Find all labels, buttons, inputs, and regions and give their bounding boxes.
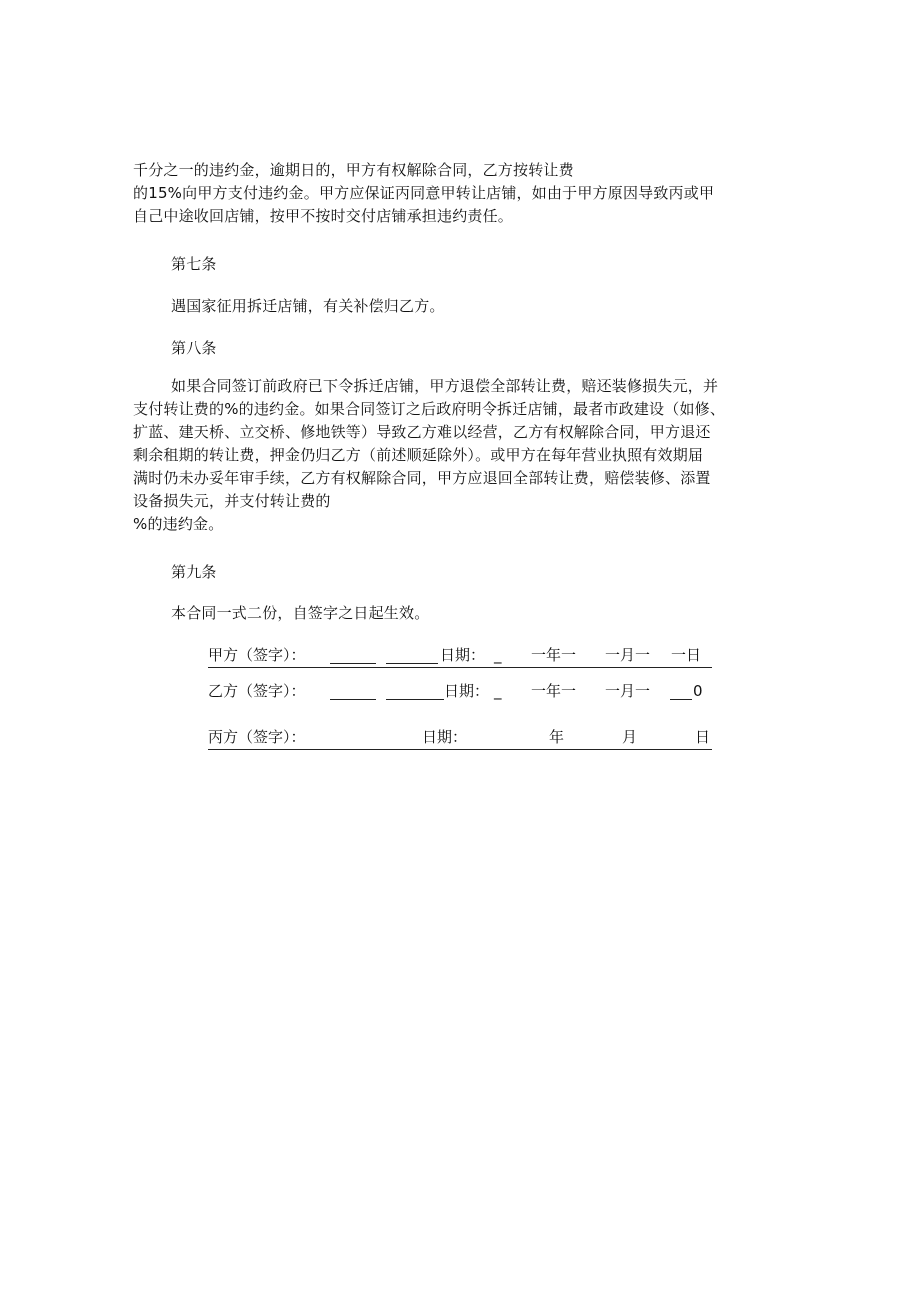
party-c-label: 丙方（签字）：: [208, 728, 306, 746]
signature-blank[interactable]: [386, 699, 444, 700]
paragraph-line: 扩蓝、建天桥、立交桥、修地铁等）导致乙方难以经营，乙方有权解除合同，甲方退还: [133, 423, 711, 441]
paragraph-line: 设备损失元，并支付转让费的: [133, 492, 331, 510]
article-7-heading: 第七条: [171, 255, 217, 273]
article-8-paragraph: [133, 375, 783, 536]
article-8-heading: 第八条: [171, 339, 217, 357]
paragraph-line: 千分之一的违约金，逾期日的，甲方有权解除合同，乙方按转让费: [133, 161, 574, 179]
signature-row-party-a: [208, 645, 712, 668]
party-b-label: 乙方（签字）：: [208, 682, 306, 700]
signature-row-party-b: [208, 681, 712, 703]
date-year: 一年一: [531, 682, 577, 700]
paragraph-line: 如果合同签订前政府已下令拆迁店铺，甲方退偿全部转让费，赔还装修损失元，并: [171, 377, 719, 395]
date-month: 月: [622, 728, 638, 746]
date-label: 日期：: [422, 728, 468, 746]
signature-blank[interactable]: [330, 699, 376, 700]
signature-blank[interactable]: [330, 663, 376, 664]
date-day: 日: [695, 728, 711, 746]
party-a-label: 甲方（签字）：: [208, 646, 306, 664]
article-9-heading: 第九条: [171, 563, 217, 581]
date-day: 0: [693, 682, 703, 700]
continuation-paragraph: [133, 159, 783, 228]
paragraph-line: 满时仍未办妥年审手续，乙方有权解除合同，甲方应退回全部转让费，赔偿装修、添置: [133, 469, 711, 487]
signature-row-party-c: [208, 727, 712, 750]
date-label: 日期：: [440, 646, 486, 664]
paragraph-line: 剩余租期的转让费，押金仍归乙方（前述顺延除外）。或甲方在每年营业执照有效期届: [133, 446, 704, 464]
date-prefix: _: [494, 646, 502, 664]
day-blank[interactable]: [670, 699, 692, 700]
date-year: 年: [549, 728, 565, 746]
paragraph-line: 支付转让费的%的违约金。如果合同签订之后政府明令拆迁店铺，最者市政建设（如修、: [133, 400, 726, 418]
signature-blank[interactable]: [386, 663, 438, 664]
date-month: 一月一: [605, 646, 651, 664]
date-day: 一日: [671, 646, 702, 664]
paragraph-line: 自己中途收回店铺，按甲不按时交付店铺承担违约责任。: [133, 207, 514, 225]
date-prefix: _: [494, 682, 502, 700]
article-7-text: 遇国家征用拆迁店铺，有关补偿归乙方。: [171, 297, 445, 315]
paragraph-line: %的违约金。: [133, 515, 224, 533]
date-label: 日期：: [444, 682, 490, 700]
date-year: 一年一: [531, 646, 577, 664]
date-month: 一月一: [605, 682, 651, 700]
article-9-text: 本合同一式二份，自签字之日起生效。: [171, 604, 430, 622]
paragraph-line: 的15%向甲方支付违约金。甲方应保证丙同意甲转让店铺，如由于甲方原因导致丙或甲: [133, 184, 715, 202]
